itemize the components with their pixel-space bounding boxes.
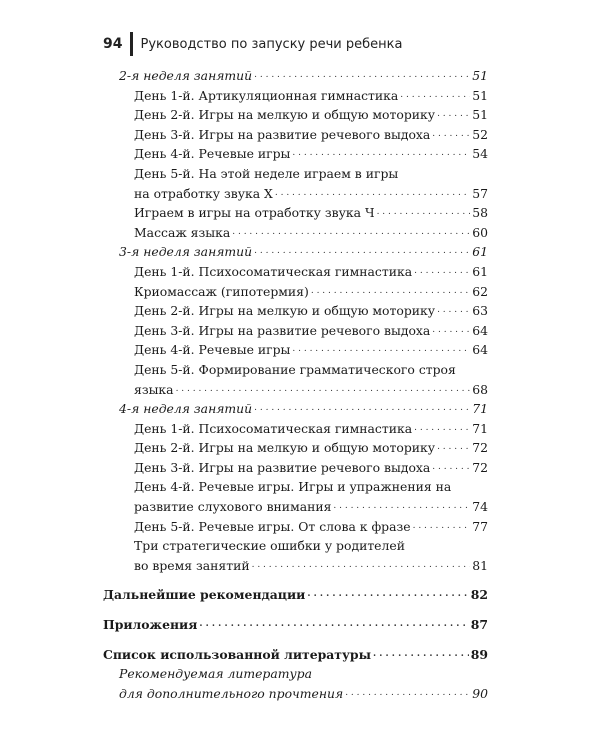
toc-entry-w4-day1[interactable] bbox=[103, 419, 488, 439]
table-of-contents bbox=[103, 66, 488, 703]
toc-entry-title: День 5-й. Формирование грамматического строя bbox=[134, 361, 456, 377]
toc-page-number: 51 bbox=[472, 87, 488, 103]
toc-page-number: 62 bbox=[472, 283, 488, 299]
toc-entry-w3-day4[interactable] bbox=[103, 340, 488, 360]
toc-entry-w4-day5[interactable] bbox=[103, 517, 488, 537]
toc-entry-w4-mistakes-line2[interactable] bbox=[103, 556, 488, 576]
toc-entry-title: День 2-й. Игры на мелкую и общую моторику bbox=[134, 303, 436, 319]
toc-page-number: 57 bbox=[472, 185, 488, 201]
leader-dots bbox=[432, 455, 470, 478]
toc-page-number: 58 bbox=[472, 205, 488, 221]
toc-entry-title: День 3-й. Игры на развитие речевого выдоха bbox=[134, 126, 431, 142]
toc-entry-references[interactable] bbox=[103, 645, 488, 665]
toc-page-number: 60 bbox=[472, 224, 488, 240]
toc-page-number: 63 bbox=[472, 303, 488, 319]
toc-entry-title: 4-я неделя занятий bbox=[119, 401, 253, 417]
toc-entry-title: 2-я неделя занятий bbox=[119, 68, 253, 83]
toc-page-number: 71 bbox=[472, 420, 488, 436]
toc-page-number: 72 bbox=[472, 459, 488, 475]
running-title: Руководство по запуску речи ребенка bbox=[140, 36, 403, 52]
toc-entry-title-continued: развитие слухового внимания bbox=[134, 499, 332, 515]
toc-page-number: 51 bbox=[472, 68, 488, 83]
toc-entry-w4-day3[interactable] bbox=[103, 458, 488, 478]
toc-entry-title: Приложения bbox=[103, 617, 198, 633]
toc-entry-title: День 4-й. Речевые игры. Игры и упражнения на bbox=[134, 479, 452, 495]
toc-entry-title: 3-я неделя занятий bbox=[119, 244, 253, 260]
toc-page-number: 61 bbox=[472, 244, 488, 260]
toc-page-number: 64 bbox=[472, 342, 488, 358]
toc-entry-title: День 2-й. Игры на мелкую и общую моторику bbox=[134, 107, 436, 123]
toc-entry-w3-day2[interactable] bbox=[103, 301, 488, 321]
toc-page-number: 52 bbox=[472, 126, 488, 142]
leader-dots bbox=[199, 612, 468, 635]
toc-page-number: 68 bbox=[472, 381, 488, 397]
toc-page-number: 82 bbox=[470, 587, 488, 603]
toc-page-number: 61 bbox=[472, 263, 488, 279]
toc-entry-title: День 2-й. Игры на мелкую и общую моторику bbox=[134, 440, 436, 456]
toc-entry-title: День 3-й. Игры на развитие речевого выдоха bbox=[134, 459, 431, 475]
leader-dots bbox=[413, 514, 471, 537]
toc-entry-title: День 1-й. Психосоматическая гимнастика bbox=[134, 420, 413, 436]
toc-page-number: 72 bbox=[472, 440, 488, 456]
toc-entry-w3-cryo[interactable] bbox=[103, 282, 488, 302]
toc-entry-title-continued: для дополнительного прочтения bbox=[119, 685, 344, 701]
toc-page-number: 77 bbox=[472, 518, 488, 534]
leader-dots bbox=[373, 642, 469, 665]
toc-page-number: 81 bbox=[472, 557, 488, 573]
toc-entry-further-reading-line2[interactable] bbox=[103, 684, 488, 704]
leader-dots bbox=[292, 337, 470, 360]
toc-entry-title: День 5-й. На этой неделе играем в игры bbox=[134, 165, 399, 181]
page-number: 94 bbox=[103, 36, 123, 52]
toc-page-number: 90 bbox=[472, 685, 488, 701]
toc-entry-title: Три стратегические ошибки у родителей bbox=[134, 538, 405, 554]
toc-entry-title: День 1-й. Психосоматическая гимнастика bbox=[134, 263, 413, 279]
toc-entry-title-continued: языка bbox=[134, 381, 174, 397]
toc-entry-title-continued: на отработку звука Х bbox=[134, 185, 273, 201]
toc-entry-w2-day1[interactable] bbox=[103, 86, 488, 106]
toc-entry-title: День 1-й. Артикуляционная гимнастика bbox=[134, 87, 399, 103]
toc-entry-appendix[interactable] bbox=[103, 615, 488, 635]
toc-entry-title: Играем в игры на отработку звука Ч bbox=[134, 205, 375, 221]
toc-page-number: 89 bbox=[470, 646, 488, 662]
toc-entry-title: Криомассаж (гипотермия) bbox=[134, 283, 309, 299]
toc-entry-title: Рекомендуемая литература bbox=[119, 666, 312, 682]
leader-dots bbox=[307, 582, 468, 605]
toc-entry-w4-day2[interactable] bbox=[103, 438, 488, 458]
toc-entry-w2-day2[interactable] bbox=[103, 105, 488, 125]
toc-entry-title: День 3-й. Игры на развитие речевого выдоха bbox=[134, 322, 431, 338]
toc-page-number: 71 bbox=[472, 401, 488, 417]
toc-entry-title: Дальнейшие рекомендации bbox=[103, 587, 306, 603]
page-header bbox=[103, 31, 402, 57]
toc-entry-w2-day4[interactable] bbox=[103, 144, 488, 164]
toc-entry-title: Список использованной литературы bbox=[103, 646, 371, 662]
toc-page-number: 87 bbox=[470, 617, 488, 633]
toc-entry-title-continued: во время занятий bbox=[134, 557, 250, 573]
toc-entry-title: День 4-й. Речевые игры bbox=[134, 146, 291, 162]
toc-entry-recommendations[interactable] bbox=[103, 585, 488, 605]
leader-dots bbox=[345, 681, 470, 704]
leader-dots bbox=[292, 141, 470, 164]
toc-entry-title: День 4-й. Речевые игры bbox=[134, 342, 291, 358]
header-divider bbox=[130, 32, 133, 56]
toc-page-number: 64 bbox=[472, 322, 488, 338]
toc-page-number: 74 bbox=[472, 499, 488, 515]
toc-entry-title: День 5-й. Речевые игры. От слова к фразе bbox=[134, 518, 411, 534]
toc-page-number: 51 bbox=[472, 107, 488, 123]
toc-entry-title: Массаж языка bbox=[134, 224, 231, 240]
toc-page-number: 54 bbox=[472, 146, 488, 162]
leader-dots bbox=[252, 553, 471, 576]
